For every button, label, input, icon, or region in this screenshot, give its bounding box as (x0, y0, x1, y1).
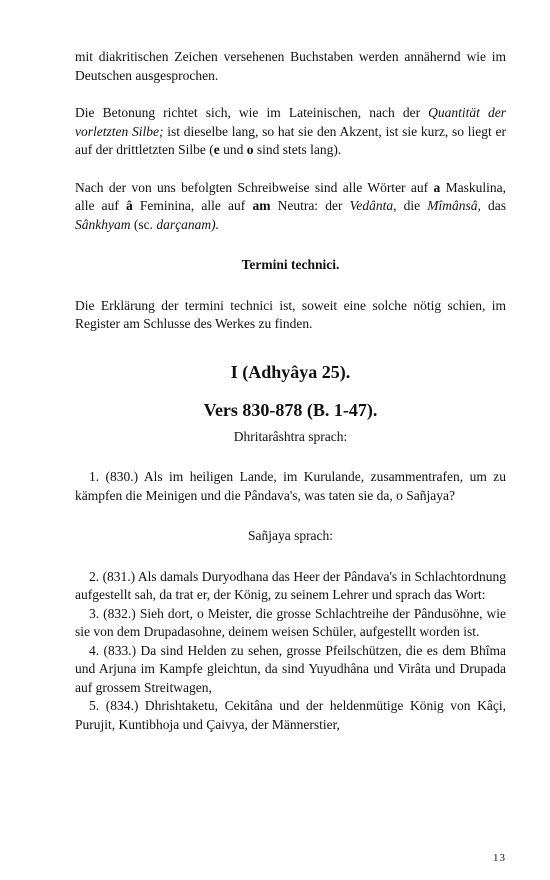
intro-paragraph-3 (75, 179, 506, 235)
italic-term: darçanam). (156, 216, 219, 232)
text-run: das (480, 198, 507, 213)
italic-term: Quantität der vorletzten Silbe; (75, 105, 507, 139)
bold-letter: e (213, 142, 220, 157)
page-content (75, 48, 506, 734)
text-run: Neutra: der (270, 198, 350, 213)
speaker-sanjaya: Sañjaya sprach: (247, 528, 334, 543)
chapter-subtitle: Vers 830-878 (B. 1-47). (203, 399, 378, 420)
text-run: die (396, 198, 428, 213)
speaker-dhritarashtra: Dhritarâshtra sprach: (233, 428, 348, 444)
intro-paragraph-1: mit diakritischen Zeichen versehenen Buchstaben werden annähernd wie im Deutschen ausgesprochen. (75, 49, 506, 83)
italic-term: Sânkhyam (75, 216, 131, 232)
chapter-title: I (Adhyâya 25). (230, 361, 351, 382)
text-run: Feminina, alle auf (132, 198, 253, 213)
verse-1: 1. (830.) Als im heiligen Lande, im Kurulande, zusammentrafen, um zu kämpfen die Meinigen und die Pândava's, was taten sie da, o Sañjaya? (75, 469, 506, 503)
intro-paragraph-4: Die Erklärung der termini technici ist, soweit eine solche nötig schien, im Register am Schlusse des Werkes zu finden. (75, 297, 506, 331)
intro-paragraph-2 (75, 104, 506, 160)
termini-heading: Termini technici. (241, 257, 340, 272)
text-run: Maskulina, alle auf (75, 179, 506, 213)
text-run: Nach der von uns befolgten Schreibweise sind alle Wörter auf (75, 179, 434, 195)
bold-letter: o (246, 142, 254, 157)
page-number: 13 (493, 852, 506, 864)
bold-letter: a (433, 179, 441, 195)
verse-2: 2. (831.) Als damals Duryodhana das Heer der Pândava's in Schlachtordnung aufgestellt sah, da trat er, der König, zu seinem Lehrer und sprach das Wort: (75, 568, 506, 602)
text-run: und (219, 142, 247, 157)
verse-3: 3. (832.) Sieh dort, o Meister, die grosse Schlachtreihe der Pândusöhne, wie sie von dem Drupadasohne, deinem weisen Schüler, aufgestellt worden ist. (75, 605, 506, 639)
italic-term: Vedânta, (349, 198, 397, 213)
text-run: Die Betonung richtet sich, wie im Lateinischen, nach der (75, 105, 429, 120)
verse-5: 5. (834.) Dhrishtaketu, Cekitâna und der heldenmütige König von Kâçi, Purujit, Kuntibhoja und Çaivya, der Männerstier, (75, 698, 506, 732)
verse-4: 4. (833.) Da sind Helden zu sehen, grosse Pfeilschützen, die es dem Bhîma und Arjuna im Kampfe gleichtun, da sind Yuyudhâna und Virâta und Drupada auf grossem Streitwagen, (75, 642, 506, 695)
bold-letter: am (252, 198, 271, 213)
text-run: (sc. (130, 216, 157, 232)
bold-letter: â (126, 198, 133, 213)
italic-term: Mîmânsâ, (427, 198, 481, 213)
text-run: sind stets lang). (253, 142, 342, 157)
text-run: ist dieselbe lang, so hat sie den Akzent, ist sie kurz, so liegt er auf der drittletzten Silbe ( (75, 123, 506, 157)
